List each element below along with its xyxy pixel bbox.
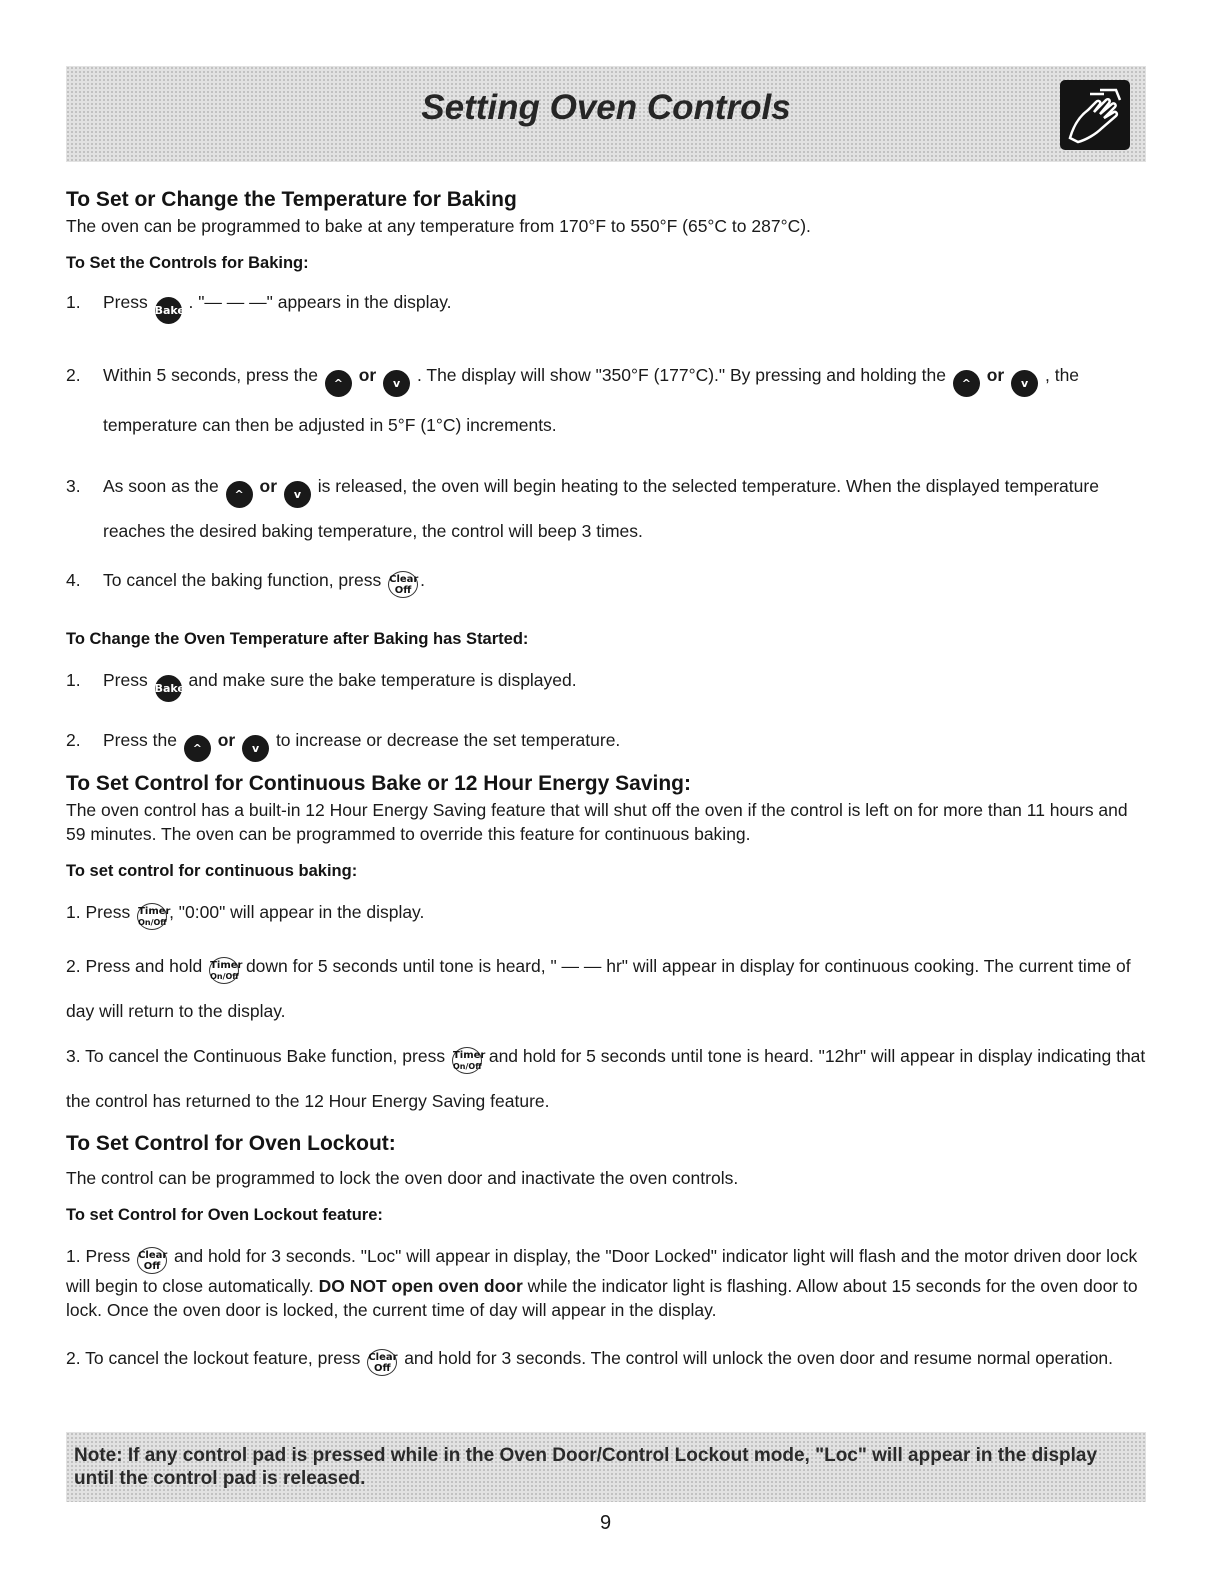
timer-on-off-button-icon: Timer On/Off <box>452 1047 482 1074</box>
step-bake-4: 4. To cancel the baking function, press Clear Off . <box>66 570 425 596</box>
clear-off-button-icon: Clear Off <box>388 571 418 598</box>
down-arrow-icon: v <box>242 735 269 762</box>
down-arrow-icon: v <box>284 481 311 508</box>
page-number: 9 <box>599 1512 612 1534</box>
down-arrow-icon: v <box>1011 370 1038 397</box>
step-lockout-2: 2. To cancel the lockout feature, press Clear Off and hold for 3 seconds. The control will unlock the oven door and resume normal operation. <box>66 1348 1114 1374</box>
oven-hands-icon <box>1060 80 1130 150</box>
continuous-intro: The oven control has a built-in 12 Hour Energy Saving feature that will shut off the oven if the control is left on for more than 11 hours and 59 minutes. The oven can be programmed to override this feature for continuous baking. <box>66 800 1128 844</box>
step-lockout-1: 1. Press Clear Off and hold for 3 seconds. "Loc" will appear in display, the "Door Locked" indicator light will flash and the motor driven door lock will begin to close automatically. DO NOT open oven door while the indicator light is flashing. Allow about 15 seconds for the oven door to lock. Once the oven door is locked, the current time of day will appear in the display. <box>66 1246 1138 1320</box>
page-title: Setting Oven Controls <box>421 88 791 127</box>
warning-text: DO NOT open oven door <box>318 1276 523 1296</box>
note-banner <box>66 1432 1146 1502</box>
step-bake-2: 2. Within 5 seconds, press the ^ or v . The display will show "350°F (177°C)." By pressing and holding the ^ or v , the temperature can then be adjusted in 5°F (1°C) increments. <box>66 365 1080 435</box>
note-text: Note: If any control pad is pressed while in the Oven Door/Control Lockout mode, "Loc" will appear in the display until the control pad is released. <box>74 1445 1098 1489</box>
subheading-continuous: To set control for continuous baking: <box>66 862 358 880</box>
up-arrow-icon: ^ <box>184 735 211 762</box>
subheading-lockout: To set Control for Oven Lockout feature: <box>66 1206 383 1224</box>
clear-off-button-icon: Clear Off <box>137 1247 167 1274</box>
baking-intro: The oven can be programmed to bake at any temperature from 170°F to 550°F (65°C to 287°C). <box>66 216 811 236</box>
header-banner <box>66 66 1146 162</box>
step-change-1: 1. Press Bake and make sure the bake temperature is displayed. <box>66 668 1146 702</box>
up-arrow-icon: ^ <box>325 370 352 397</box>
step-change-2: 2. Press the ^ or v to increase or decrease the set temperature. <box>66 728 1146 762</box>
step-bake-1: 1. Press Bake . "— — —" appears in the display. <box>66 290 1146 324</box>
timer-on-off-button-icon: Timer On/Off <box>137 903 167 930</box>
step-bake-3: 3. As soon as the ^ or v is released, the oven will begin heating to the selected temperature. When the displayed temperature reaches the desired baking temperature, the control will beep 3 times. <box>66 476 1099 541</box>
content <box>66 186 1146 1381</box>
bake-button-icon: Bake <box>155 297 182 324</box>
step-continuous-2: 2. Press and hold Timer On/Off down for 5 seconds until tone is heard, " — — hr" will appear in display for continuous cooking. The current time of day will return to the display. <box>66 956 1131 1021</box>
lockout-intro: The control can be programmed to lock the oven door and inactivate the oven controls. <box>66 1168 739 1188</box>
timer-on-off-button-icon: Timer On/Off <box>209 957 239 984</box>
bake-button-icon: Bake <box>155 675 182 702</box>
subheading-set-controls: To Set the Controls for Baking: <box>66 254 309 272</box>
section-heading-lockout: To Set Control for Oven Lockout: <box>66 1132 396 1155</box>
section-heading-continuous: To Set Control for Continuous Bake or 12 Hour Energy Saving: <box>66 772 691 795</box>
up-arrow-icon: ^ <box>953 370 980 397</box>
clear-off-button-icon: Clear Off <box>367 1349 397 1376</box>
section-heading-baking: To Set or Change the Temperature for Baking <box>66 188 517 211</box>
down-arrow-icon: v <box>383 370 410 397</box>
subheading-change-temp: To Change the Oven Temperature after Baking has Started: <box>66 630 529 648</box>
up-arrow-icon: ^ <box>226 481 253 508</box>
step-continuous-3: 3. To cancel the Continuous Bake function, press Timer On/Off and hold for 5 seconds until tone is heard. "12hr" will appear in display indicating that the control has returned to the 12 Hour Energy Saving feature. <box>66 1046 1146 1111</box>
step-continuous-1: 1. Press Timer On/Off , "0:00" will appear in the display. <box>66 900 1146 930</box>
